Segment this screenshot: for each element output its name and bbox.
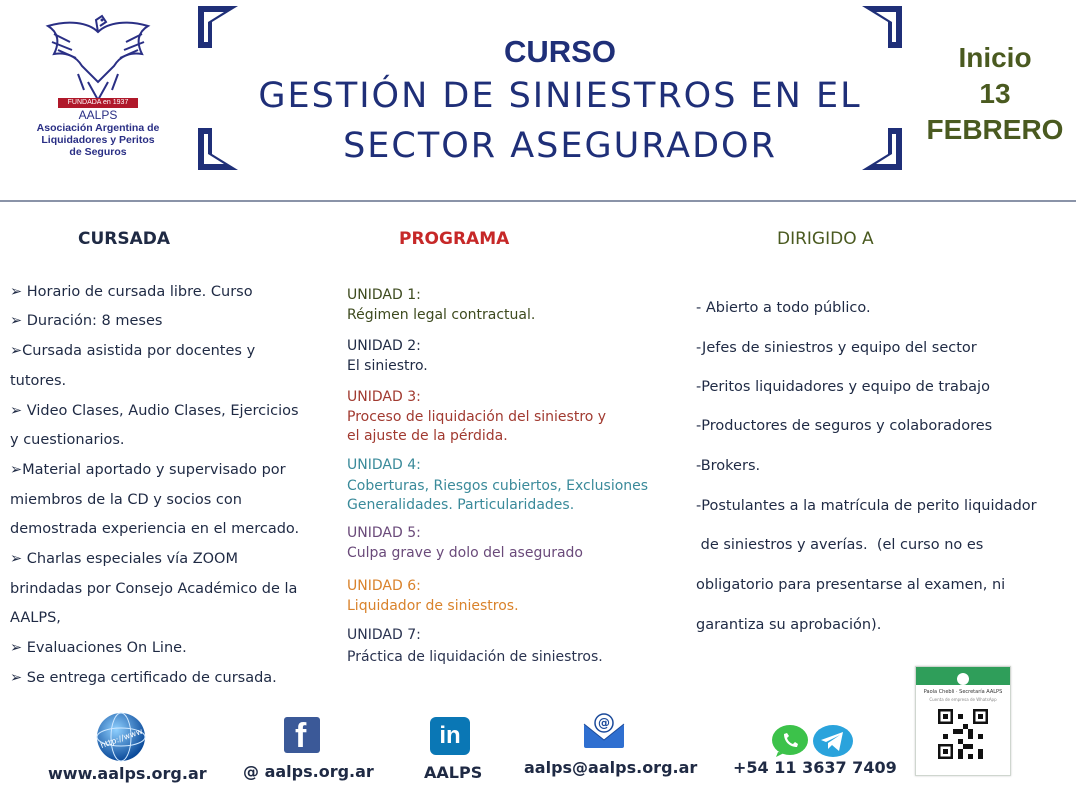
dirigido-line: -Peritos liquidadores y equipo de trabajo bbox=[696, 379, 990, 395]
cursada-line: AALPS, bbox=[10, 610, 61, 626]
cursada-line: ➢Cursada asistida por docentes y bbox=[10, 343, 256, 359]
cursada-line: demostrada experiencia en el mercado. bbox=[10, 521, 300, 537]
web-globe-icon bbox=[94, 710, 148, 764]
start-label: Inicio bbox=[958, 42, 1032, 73]
cursada-heading: CURSADA bbox=[78, 229, 171, 249]
unit-desc: Liquidador de siniestros. bbox=[347, 598, 519, 614]
website-link[interactable]: www.aalps.org.ar bbox=[48, 764, 207, 783]
header-divider bbox=[0, 200, 1076, 202]
unit-desc: Régimen legal contractual. bbox=[347, 307, 536, 323]
telegram-icon[interactable] bbox=[812, 724, 854, 758]
cursada-line: ➢ Evaluaciones On Line. bbox=[10, 640, 187, 656]
dirigido-line: -Brokers. bbox=[696, 458, 761, 474]
cursada-line: ➢Material aportado y supervisado por bbox=[10, 462, 286, 478]
unit-desc: El siniestro. bbox=[347, 358, 428, 374]
unit-title: UNIDAD 7: bbox=[347, 627, 421, 643]
fundada-banner bbox=[58, 98, 138, 108]
dirigido-line: - Abierto a todo público. bbox=[696, 300, 871, 316]
unit-title: UNIDAD 6: bbox=[347, 578, 421, 594]
email-address[interactable]: aalps@aalps.org.ar bbox=[524, 758, 698, 777]
dirigido-line: -Jefes de siniestros y equipo del sector bbox=[696, 340, 977, 356]
start-day: 13 bbox=[979, 78, 1011, 109]
phone-number[interactable]: +54 11 3637 7409 bbox=[733, 758, 897, 777]
unit-title: UNIDAD 1: bbox=[347, 287, 421, 303]
unit-desc: Práctica de liquidación de siniestros. bbox=[347, 649, 603, 665]
svg-text:@: @ bbox=[598, 716, 610, 730]
dirigido-line: obligatorio para presentarse al examen, ni bbox=[696, 577, 1006, 593]
logo-line-1: Asociación Argentina de bbox=[36, 122, 160, 134]
cursada-line: y cuestionarios. bbox=[10, 432, 125, 448]
linkedin-icon-glyph: in bbox=[439, 722, 461, 749]
unit-desc: Coberturas, Riesgos cubiertos, Exclusiones Generalidades. Particularidades. bbox=[347, 478, 649, 513]
qr-code-icon bbox=[938, 709, 988, 759]
qr-card-header bbox=[916, 667, 1010, 685]
corner-bracket-top-right-icon bbox=[860, 4, 904, 48]
facebook-handle[interactable]: @ aalps.org.ar bbox=[243, 762, 374, 781]
cursada-line: ➢ Charlas especiales vía ZOOM bbox=[10, 551, 238, 567]
qr-contact-name: Paola Chebli · Secretaría AALPS bbox=[923, 689, 1003, 695]
start-month: FEBRERO bbox=[926, 114, 1064, 145]
course-title-line-2: SECTOR ASEGURADOR bbox=[343, 126, 777, 166]
programa-heading: PROGRAMA bbox=[399, 229, 510, 249]
cursada-line: ➢ Se entrega certificado de cursada. bbox=[10, 670, 277, 686]
eagle-icon bbox=[18, 12, 178, 107]
aalps-logo bbox=[18, 12, 178, 162]
dirigido-heading: DIRIGIDO A bbox=[777, 229, 874, 249]
fundada-text: FUNDADA en 1937 bbox=[67, 99, 129, 106]
whatsapp-qr-card[interactable] bbox=[915, 666, 1011, 776]
dirigido-line: -Productores de seguros y colaboradores bbox=[696, 418, 993, 434]
cursada-line: ➢ Video Clases, Audio Clases, Ejercicios bbox=[10, 403, 299, 419]
qr-contact-subtitle: Cuenta de empresa de WhatsApp bbox=[929, 697, 997, 702]
dirigido-line: -Postulantes a la matrícula de perito liquidador bbox=[696, 498, 1037, 514]
logo-acronym: AALPS bbox=[78, 108, 118, 122]
facebook-icon[interactable]: f bbox=[284, 717, 320, 753]
unit-desc: Proceso de liquidación del siniestro y el ajuste de la pérdida. bbox=[347, 409, 607, 444]
unit-title: UNIDAD 4: bbox=[347, 457, 421, 473]
cursada-line: tutores. bbox=[10, 373, 67, 389]
dirigido-line: de siniestros y averías. (el curso no es bbox=[696, 537, 984, 553]
cursada-line: ➢ Horario de cursada libre. Curso bbox=[10, 284, 253, 300]
linkedin-icon[interactable] bbox=[430, 717, 470, 755]
linkedin-name[interactable]: AALPS bbox=[424, 763, 483, 782]
avatar-icon bbox=[916, 667, 1010, 685]
course-kicker: CURSO bbox=[504, 34, 616, 69]
cursada-line: brindadas por Consejo Académico de la bbox=[10, 581, 298, 597]
unit-desc: Culpa grave y dolo del asegurado bbox=[347, 545, 583, 561]
corner-bracket-bottom-left-icon bbox=[196, 128, 240, 172]
unit-title: UNIDAD 3: bbox=[347, 389, 421, 405]
course-title-line-1: GESTIÓN DE SINIESTROS EN EL bbox=[258, 76, 862, 116]
corner-bracket-top-left-icon bbox=[196, 4, 240, 48]
cursada-line: ➢ Duración: 8 meses bbox=[10, 313, 163, 329]
unit-title: UNIDAD 2: bbox=[347, 338, 421, 354]
cursada-line: miembros de la CD y socios con bbox=[10, 492, 242, 508]
unit-title: UNIDAD 5: bbox=[347, 525, 421, 541]
whatsapp-icon[interactable] bbox=[770, 724, 810, 758]
dirigido-line: garantiza su aprobación). bbox=[696, 617, 882, 633]
logo-line-3: de Seguros bbox=[69, 146, 127, 158]
email-envelope-icon bbox=[582, 712, 626, 750]
logo-line-2: Liquidadores y Peritos bbox=[41, 134, 155, 146]
web-icon-text: http://www bbox=[99, 726, 144, 751]
